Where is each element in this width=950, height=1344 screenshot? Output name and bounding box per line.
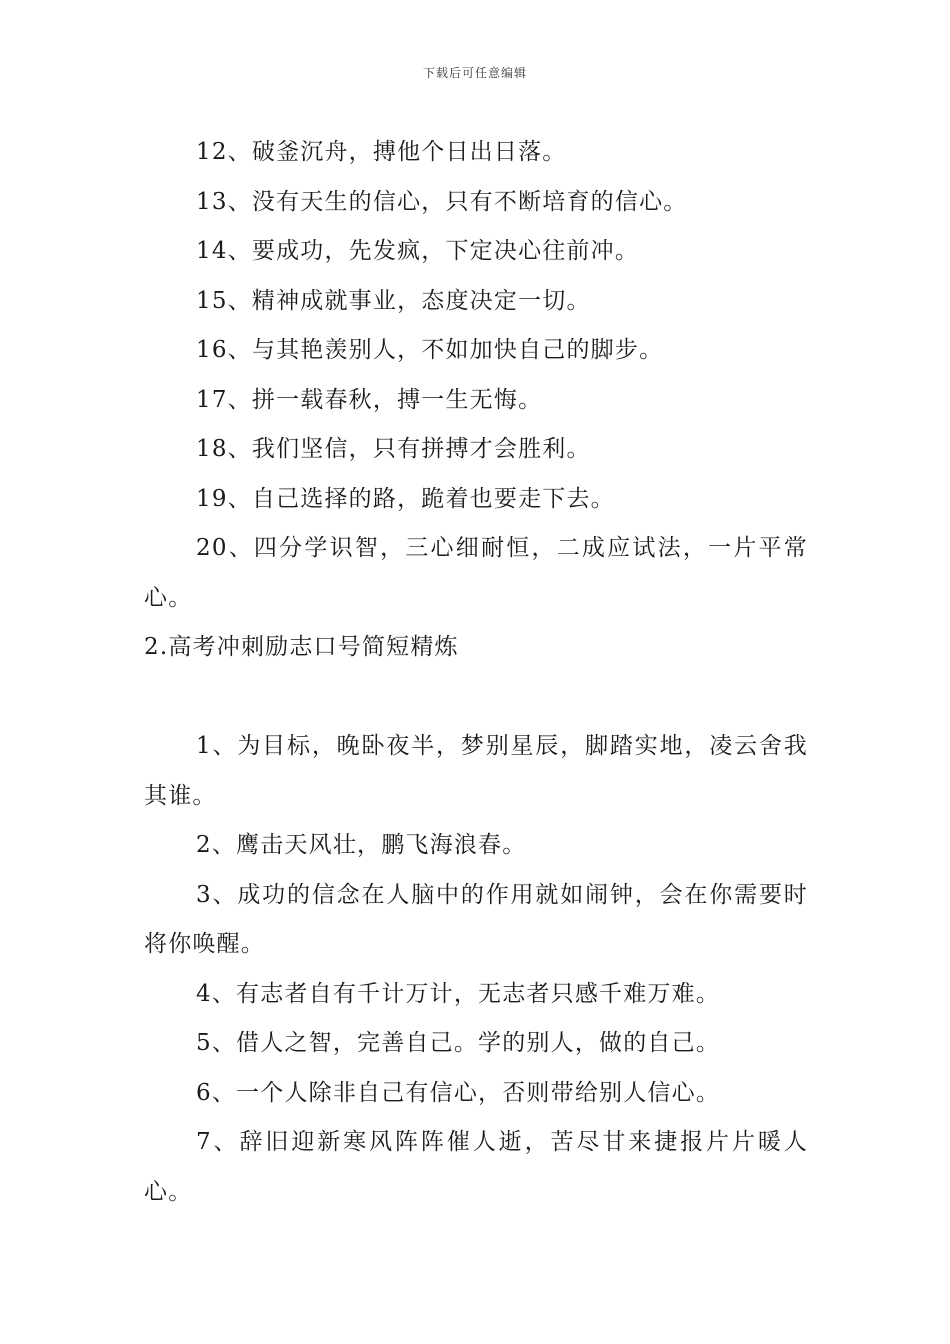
list-item: 5、借人之智，完善自己。学的别人，做的自己。 xyxy=(196,1030,721,1056)
list-item: 12、破釜沉舟，搏他个日出日落。 xyxy=(196,139,567,165)
list-item: 3、成功的信念在人脑中的作用就如闹钟，会在你需要时将你唤醒。 xyxy=(144,881,808,957)
section-heading: 2.高考冲刺励志口号简短精炼 xyxy=(144,634,459,660)
list-item: 2、鹰击天风壮，鹏飞海浪春。 xyxy=(196,832,527,858)
list-item: 13、没有天生的信心，只有不断培育的信心。 xyxy=(196,188,688,215)
list-item: 6、一个人除非自己有信心，否则带给别人信心。 xyxy=(196,1079,721,1106)
list-item: 19、自己选择的路，跪着也要走下去。 xyxy=(196,485,615,512)
list-item: 17、拼一载春秋，搏一生无悔。 xyxy=(196,386,543,413)
document-body xyxy=(144,128,808,1217)
page-header: 下载后可任意编辑 xyxy=(422,66,527,80)
list-item: 20、四分学识智，三心细耐恒，二成应试法，一片平常心。 xyxy=(144,535,808,611)
list-item: 18、我们坚信，只有拼搏才会胜利。 xyxy=(196,436,591,462)
list-item: 4、有志者自有千计万计，无志者只感千难万难。 xyxy=(196,980,721,1007)
list-item: 14、要成功，先发疯，下定决心往前冲。 xyxy=(196,238,640,264)
list-item: 15、精神成就事业，态度决定一切。 xyxy=(196,287,591,314)
list-item: 16、与其艳羡别人，不如加快自己的脚步。 xyxy=(196,337,664,363)
blank-line xyxy=(144,673,808,723)
list-item: 7、辞旧迎新寒风阵阵催人逝，苦尽甘来捷报片片暖人心。 xyxy=(144,1129,808,1205)
list-item: 1、为目标，晚卧夜半，梦别星辰，脚踏实地，凌云舍我其谁。 xyxy=(144,733,808,809)
